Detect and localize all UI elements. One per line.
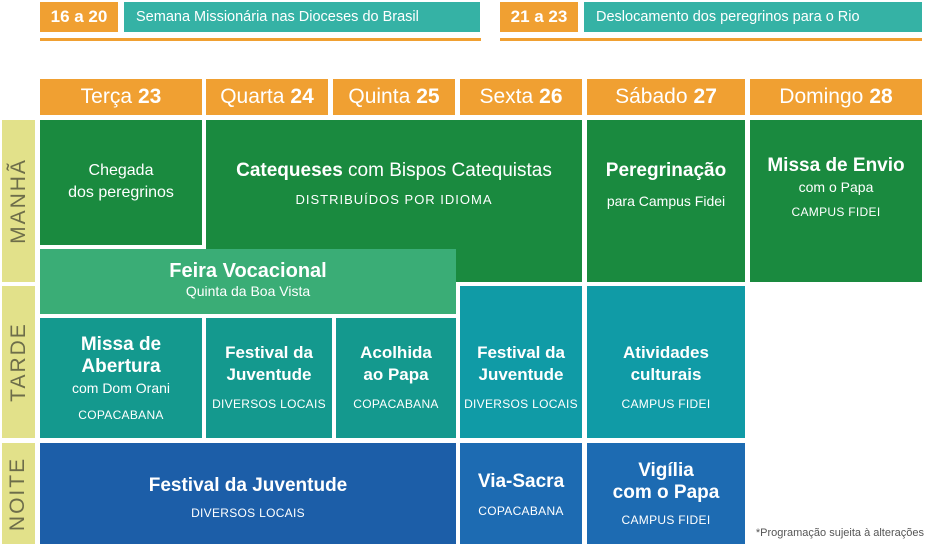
event-missa-envio xyxy=(750,120,922,282)
day-header-quarta: Quarta 24 xyxy=(206,79,328,115)
day-header-quinta: Quinta 25 xyxy=(333,79,455,115)
day-header-domingo: Domingo 28 xyxy=(750,79,922,115)
festival-noite-title: Festival da Juventude xyxy=(148,475,348,496)
day-header-sexta: Sexta 26 xyxy=(460,79,582,115)
missa-envio-place: CAMPUS FIDEI xyxy=(791,205,881,219)
range-1-text: 16 a 20 xyxy=(50,7,108,26)
day-header-sabado: Sábado 27 xyxy=(587,79,745,115)
period-label-noite: NOITE xyxy=(2,443,35,544)
vigilia-line1: Vigília xyxy=(638,460,694,481)
event-chegada xyxy=(40,120,202,245)
period-label-tarde: TARDE xyxy=(2,286,35,438)
footnote: *Programação sujeita à alterações xyxy=(755,527,924,539)
festival-sexta-place: DIVERSOS LOCAIS xyxy=(464,397,578,411)
festival-quarta-line1: Festival da xyxy=(225,343,313,362)
missa-abertura-line1: Missa de xyxy=(80,334,162,355)
day-header-terca: Terça 23 xyxy=(40,79,202,115)
festival-sexta-line1: Festival da xyxy=(477,343,565,362)
event-festival-juventude-noite xyxy=(40,443,456,544)
event-festival-quarta xyxy=(206,318,332,438)
event-acolhida xyxy=(336,318,456,438)
chegada-line1: Chegada xyxy=(88,162,154,179)
vigilia-place: CAMPUS FIDEI xyxy=(621,513,711,527)
atividades-place: CAMPUS FIDEI xyxy=(621,397,711,411)
festival-quarta-place: DIVERSOS LOCAIS xyxy=(212,397,326,411)
via-sacra-title: Via-Sacra xyxy=(477,471,565,492)
event-feira-vocacional xyxy=(40,249,456,314)
missa-envio-sub: com o Papa xyxy=(798,179,874,195)
festival-quarta-line2: Juventude xyxy=(226,365,312,384)
divider-1 xyxy=(40,38,481,41)
atividades-line1: Atividades xyxy=(623,343,709,362)
event-vigilia xyxy=(587,443,745,544)
acolhida-line1: Acolhida xyxy=(360,343,432,362)
feira-sub: Quinta da Boa Vista xyxy=(185,283,311,299)
event-missa-abertura xyxy=(40,318,202,438)
period-label-manha: MANHÃ xyxy=(2,120,35,282)
via-sacra-place: COPACABANA xyxy=(478,504,564,518)
range-2-desc: Deslocamento dos peregrinos para o Rio xyxy=(596,9,860,25)
range-tag-2 xyxy=(500,2,578,32)
range-desc-2 xyxy=(584,2,922,32)
missa-abertura-place: COPACABANA xyxy=(78,408,164,422)
festival-sexta-line2: Juventude xyxy=(478,365,564,384)
catequeses-title: Catequeses com Bispos Catequistas xyxy=(236,160,552,181)
event-peregrinacao xyxy=(587,120,745,282)
range-2-text: 21 a 23 xyxy=(510,7,568,26)
missa-abertura-line2: Abertura xyxy=(81,356,161,377)
divider-2 xyxy=(500,38,922,41)
atividades-line2: culturais xyxy=(630,365,702,384)
range-1-desc: Semana Missionária nas Dioceses do Brasil xyxy=(136,9,419,25)
range-tag-1 xyxy=(40,2,118,32)
missa-envio-title: Missa de Envio xyxy=(767,155,905,176)
catequeses-sub: DISTRIBUÍDOS POR IDIOMA xyxy=(295,192,493,207)
peregrinacao-title: Peregrinação xyxy=(605,160,727,181)
event-via-sacra xyxy=(460,443,582,544)
festival-noite-place: DIVERSOS LOCAIS xyxy=(191,506,305,520)
range-desc-1 xyxy=(124,2,480,32)
acolhida-place: COPACABANA xyxy=(353,397,439,411)
feira-title: Feira Vocacional xyxy=(169,260,327,282)
event-atividades-culturais xyxy=(587,286,745,438)
peregrinacao-sub: para Campus Fidei xyxy=(606,193,726,209)
acolhida-line2: ao Papa xyxy=(363,365,429,384)
vigilia-line2: com o Papa xyxy=(612,482,720,503)
missa-abertura-sub: com Dom Orani xyxy=(71,380,171,396)
event-festival-sexta xyxy=(460,286,582,438)
chegada-line2: dos peregrinos xyxy=(68,184,174,201)
